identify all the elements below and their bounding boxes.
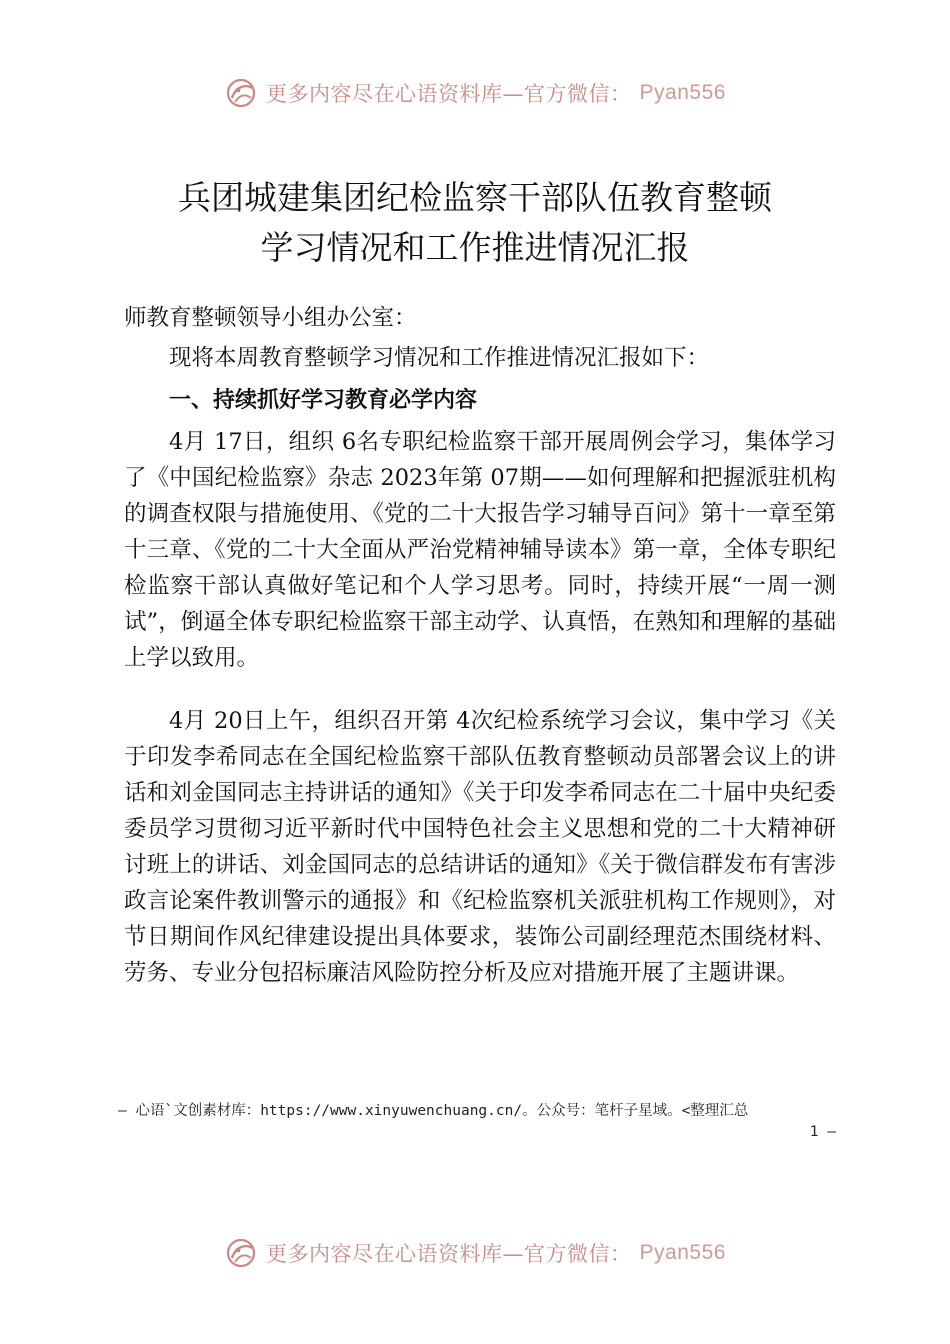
intro-paragraph: 现将本周教育整顿学习情况和工作推进情况汇报如下：: [169, 345, 710, 371]
watermark-text: 更多内容尽在心语资料库—官方微信：: [266, 82, 632, 106]
section-heading-1: 一、持续抓好学习教育必学内容: [169, 388, 478, 413]
page-footer: [118, 1101, 836, 1143]
watermark-banner-top: [0, 76, 950, 110]
watermark-text: 更多内容尽在心语资料库—官方微信：: [266, 1242, 632, 1266]
stylized-logo-icon: [224, 1236, 258, 1270]
salutation: 师教育整顿领导小组办公室：: [124, 305, 417, 331]
watermark-banner-bottom: [0, 1236, 950, 1270]
document-title-line-1: 兵团城建集团纪检监察干部队伍教育整顿: [178, 178, 772, 217]
page-number: 1 —: [809, 1124, 836, 1140]
footer-source-line: — 心语`文创素材库：https://www.xinyuwenchuang.cn/。公众号：笔杆子星域。<整理汇总: [118, 1103, 749, 1119]
body-paragraph: 4月 17日，组织 6名专职纪检监察干部开展周例会学习，集体学习了《中国纪检监察》杂志 2023年第 07期——如何理解和把握派驻机构的调查权限与措施使用、《党的二十大报告学习辅导百问》第十一章至第十三章、《党的二十大全面从严治党精神辅导读本》第一章，全体专职纪检监察干部认真做好笔记和个人学习思考。同时，持续开展“一周一测试”，倒逼全体专职纪检监察干部主动学、认真悟，在熟知和理解的基础上学以致用。: [124, 429, 836, 671]
watermark-wechat-id: Pyan556: [639, 81, 726, 104]
watermark-wechat-id: Pyan556: [639, 1241, 726, 1264]
document-title-line-2: 学习情况和工作推进情况汇报: [260, 228, 690, 267]
stylized-logo-icon: [224, 76, 258, 110]
body-paragraph: 4月 20日上午，组织召开第 4次纪检系统学习会议，集中学习《关于印发李希同志在全国纪检监察干部队伍教育整顿动员部署会议上的讲话和刘金国同志主持讲话的通知》《关于印发李希同志在二十届中央纪委委员学习贯彻习近平新时代中国特色社会主义思想和党的二十大精神研讨班上的讲话、刘金国同志的总结讲话的通知》《关于微信群发布有害涉政言论案件教训警示的通报》和《纪检监察机关派驻机构工作规则》，对节日期间作风纪律建设提出具体要求，装饰公司副经理范杰围绕材料、劳务、专业分包招标廉洁风险防控分析及应对措施开展了主题讲课。: [124, 708, 836, 986]
